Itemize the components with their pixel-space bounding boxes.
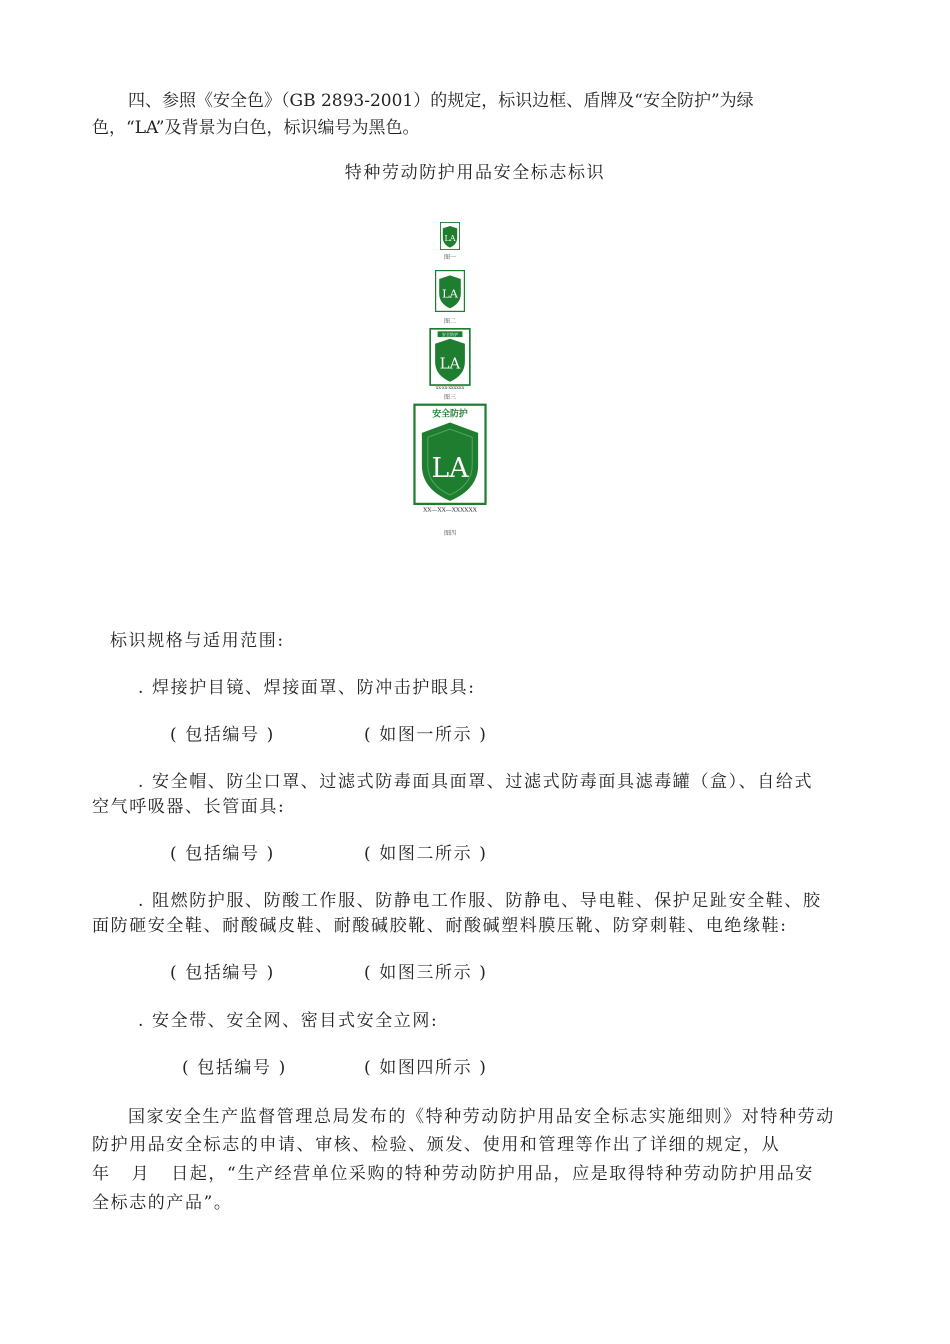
- item-2-include: ( 包括编号 ): [170, 844, 275, 864]
- svg-text:LA: LA: [444, 233, 456, 243]
- svg-text:安全防护: 安全防护: [441, 331, 459, 337]
- item-2-figure-ref: ( 如图二所示 ): [364, 844, 488, 864]
- safety-badge-figure-2: [435, 269, 465, 313]
- la-shield-icon: [440, 222, 460, 250]
- item-2-line-2: 空气呼吸器、长管面具:: [92, 797, 286, 817]
- closing-line-3: 年 月 日起，“生产经营单位采购的特种劳动防护用品，应是取得特种劳动防护用品安: [92, 1164, 814, 1184]
- closing-line-4: 全标志的产品”。: [92, 1193, 233, 1213]
- figure-2-caption: 图二: [443, 318, 456, 325]
- svg-text:XX—XX—XXXXXX: XX—XX—XXXXXX: [423, 507, 477, 513]
- safety-badge-figure-3: [429, 328, 471, 390]
- safety-badge-figure-1: [440, 222, 460, 250]
- closing-line-2: 防护用品安全标志的申请、审核、检验、颁发、使用和管理等作出了详细的规定，从: [92, 1135, 781, 1155]
- page-title: 特种劳动防护用品安全标志标识: [344, 163, 606, 183]
- svg-text:XX-XX-XXXXXX: XX-XX-XXXXXX: [435, 386, 465, 390]
- intro-line-1: 四、参照《安全色》（GB 2893-2001）的规定，标识边框、盾牌及“安全防护”为绿: [128, 91, 754, 111]
- svg-text:LA: LA: [431, 453, 469, 485]
- item-1-figure-ref: ( 如图一所示 ): [364, 725, 488, 745]
- closing-line-1: 国家安全生产监督管理总局发布的《特种劳动防护用品安全标志实施细则》对特种劳动: [128, 1107, 835, 1127]
- figure-4-caption: 图四: [443, 530, 456, 537]
- item-4-line-1: . 安全带、安全网、密目式安全立网:: [138, 1011, 439, 1031]
- safety-badge-figure-4: [413, 403, 487, 513]
- svg-text:LA: LA: [442, 286, 458, 301]
- item-3-line-1: . 阻燃防护服、防酸工作服、防静电工作服、防静电、导电鞋、保护足趾安全鞋、胶: [138, 891, 822, 911]
- la-shield-icon: [429, 328, 471, 390]
- item-1-line-1: . 焊接护目镜、焊接面罩、防冲击护眼具:: [138, 678, 476, 698]
- la-shield-icon: [413, 403, 487, 513]
- section-heading: 标识规格与适用范围:: [110, 631, 285, 651]
- item-3-figure-ref: ( 如图三所示 ): [364, 963, 488, 983]
- item-2-line-1: . 安全帽、防尘口罩、过滤式防毒面具面罩、过滤式防毒面具滤毒罐（盒）、自给式: [138, 772, 814, 792]
- item-4-include: ( 包括编号 ): [182, 1058, 287, 1078]
- figure-3-caption: 图三: [443, 394, 456, 401]
- la-shield-icon: [435, 269, 465, 313]
- item-3-line-2: 面防砸安全鞋、耐酸碱皮鞋、耐酸碱胶靴、耐酸碱塑料膜压靴、防穿刺鞋、电绝缘鞋:: [92, 916, 788, 936]
- intro-line-2: 色，“LA”及背景为白色，标识编号为黑色。: [92, 118, 420, 138]
- item-4-figure-ref: ( 如图四所示 ): [364, 1058, 488, 1078]
- item-1-include: ( 包括编号 ): [170, 725, 275, 745]
- item-3-include: ( 包括编号 ): [170, 963, 275, 983]
- svg-text:LA: LA: [439, 354, 461, 373]
- figure-1-caption: 图一: [443, 254, 456, 261]
- svg-text:安全防护: 安全防护: [432, 409, 468, 420]
